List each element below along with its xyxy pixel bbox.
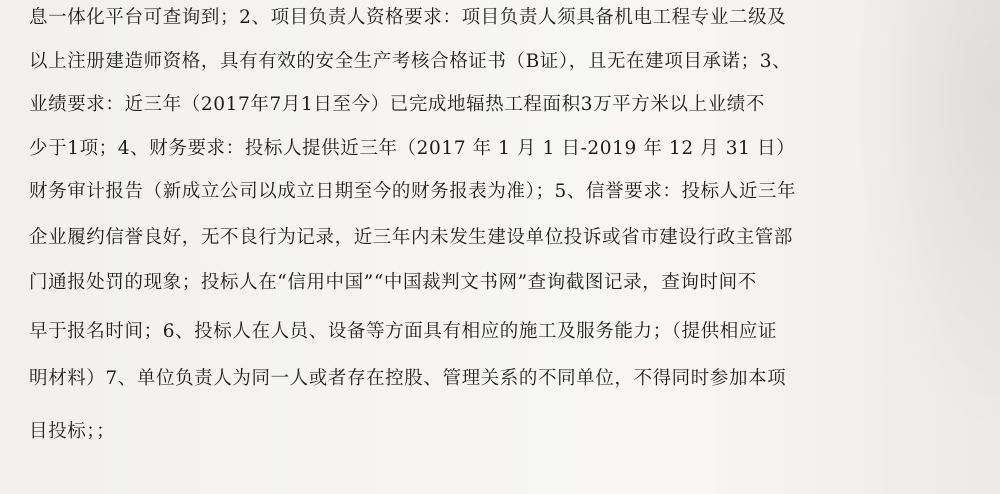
document-line: 早于报名时间；6、投标人在人员、设备等方面具有相应的施工及服务能力；（提供相应证 [29, 321, 778, 342]
document-line: 企业履约信誉良好，无不良行为记录，近三年内未发生建设单位投诉或省市建设行政主管部 [29, 227, 794, 248]
document-line: 以上注册建造师资格，具有有效的安全生产考核合格证书（B证），且无在建项目承诺；3、 [29, 51, 792, 72]
document-line: 息一体化平台可查询到；2、项目负责人资格要求：项目负责人须具备机电工程专业二级及 [29, 7, 787, 28]
document-line: 门通报处罚的现象；投标人在“信用中国”“中国裁判文书网”查询截图记录，查询时间不 [29, 272, 757, 293]
document-line: 业绩要求：近三年（2017年7月1日至今）已完成地辐热工程面积3万平方米以上业绩不 [29, 94, 765, 115]
document-line: 目投标；； [29, 421, 116, 442]
scan-shadow [830, 0, 1000, 494]
document-line: 财务审计报告（新成立公司以成立日期至今的财务报表为准）；5、信誉要求：投标人近三年 [29, 181, 797, 202]
document-line: 少于1项；4、财务要求：投标人提供近三年（2017 年 1 月 1 日-2019 年 12 月 31 日） [29, 138, 796, 159]
document-line: 明材料）7、单位负责人为同一人或者存在控股、管理关系的不同单位，不得同时参加本项 [29, 368, 787, 389]
